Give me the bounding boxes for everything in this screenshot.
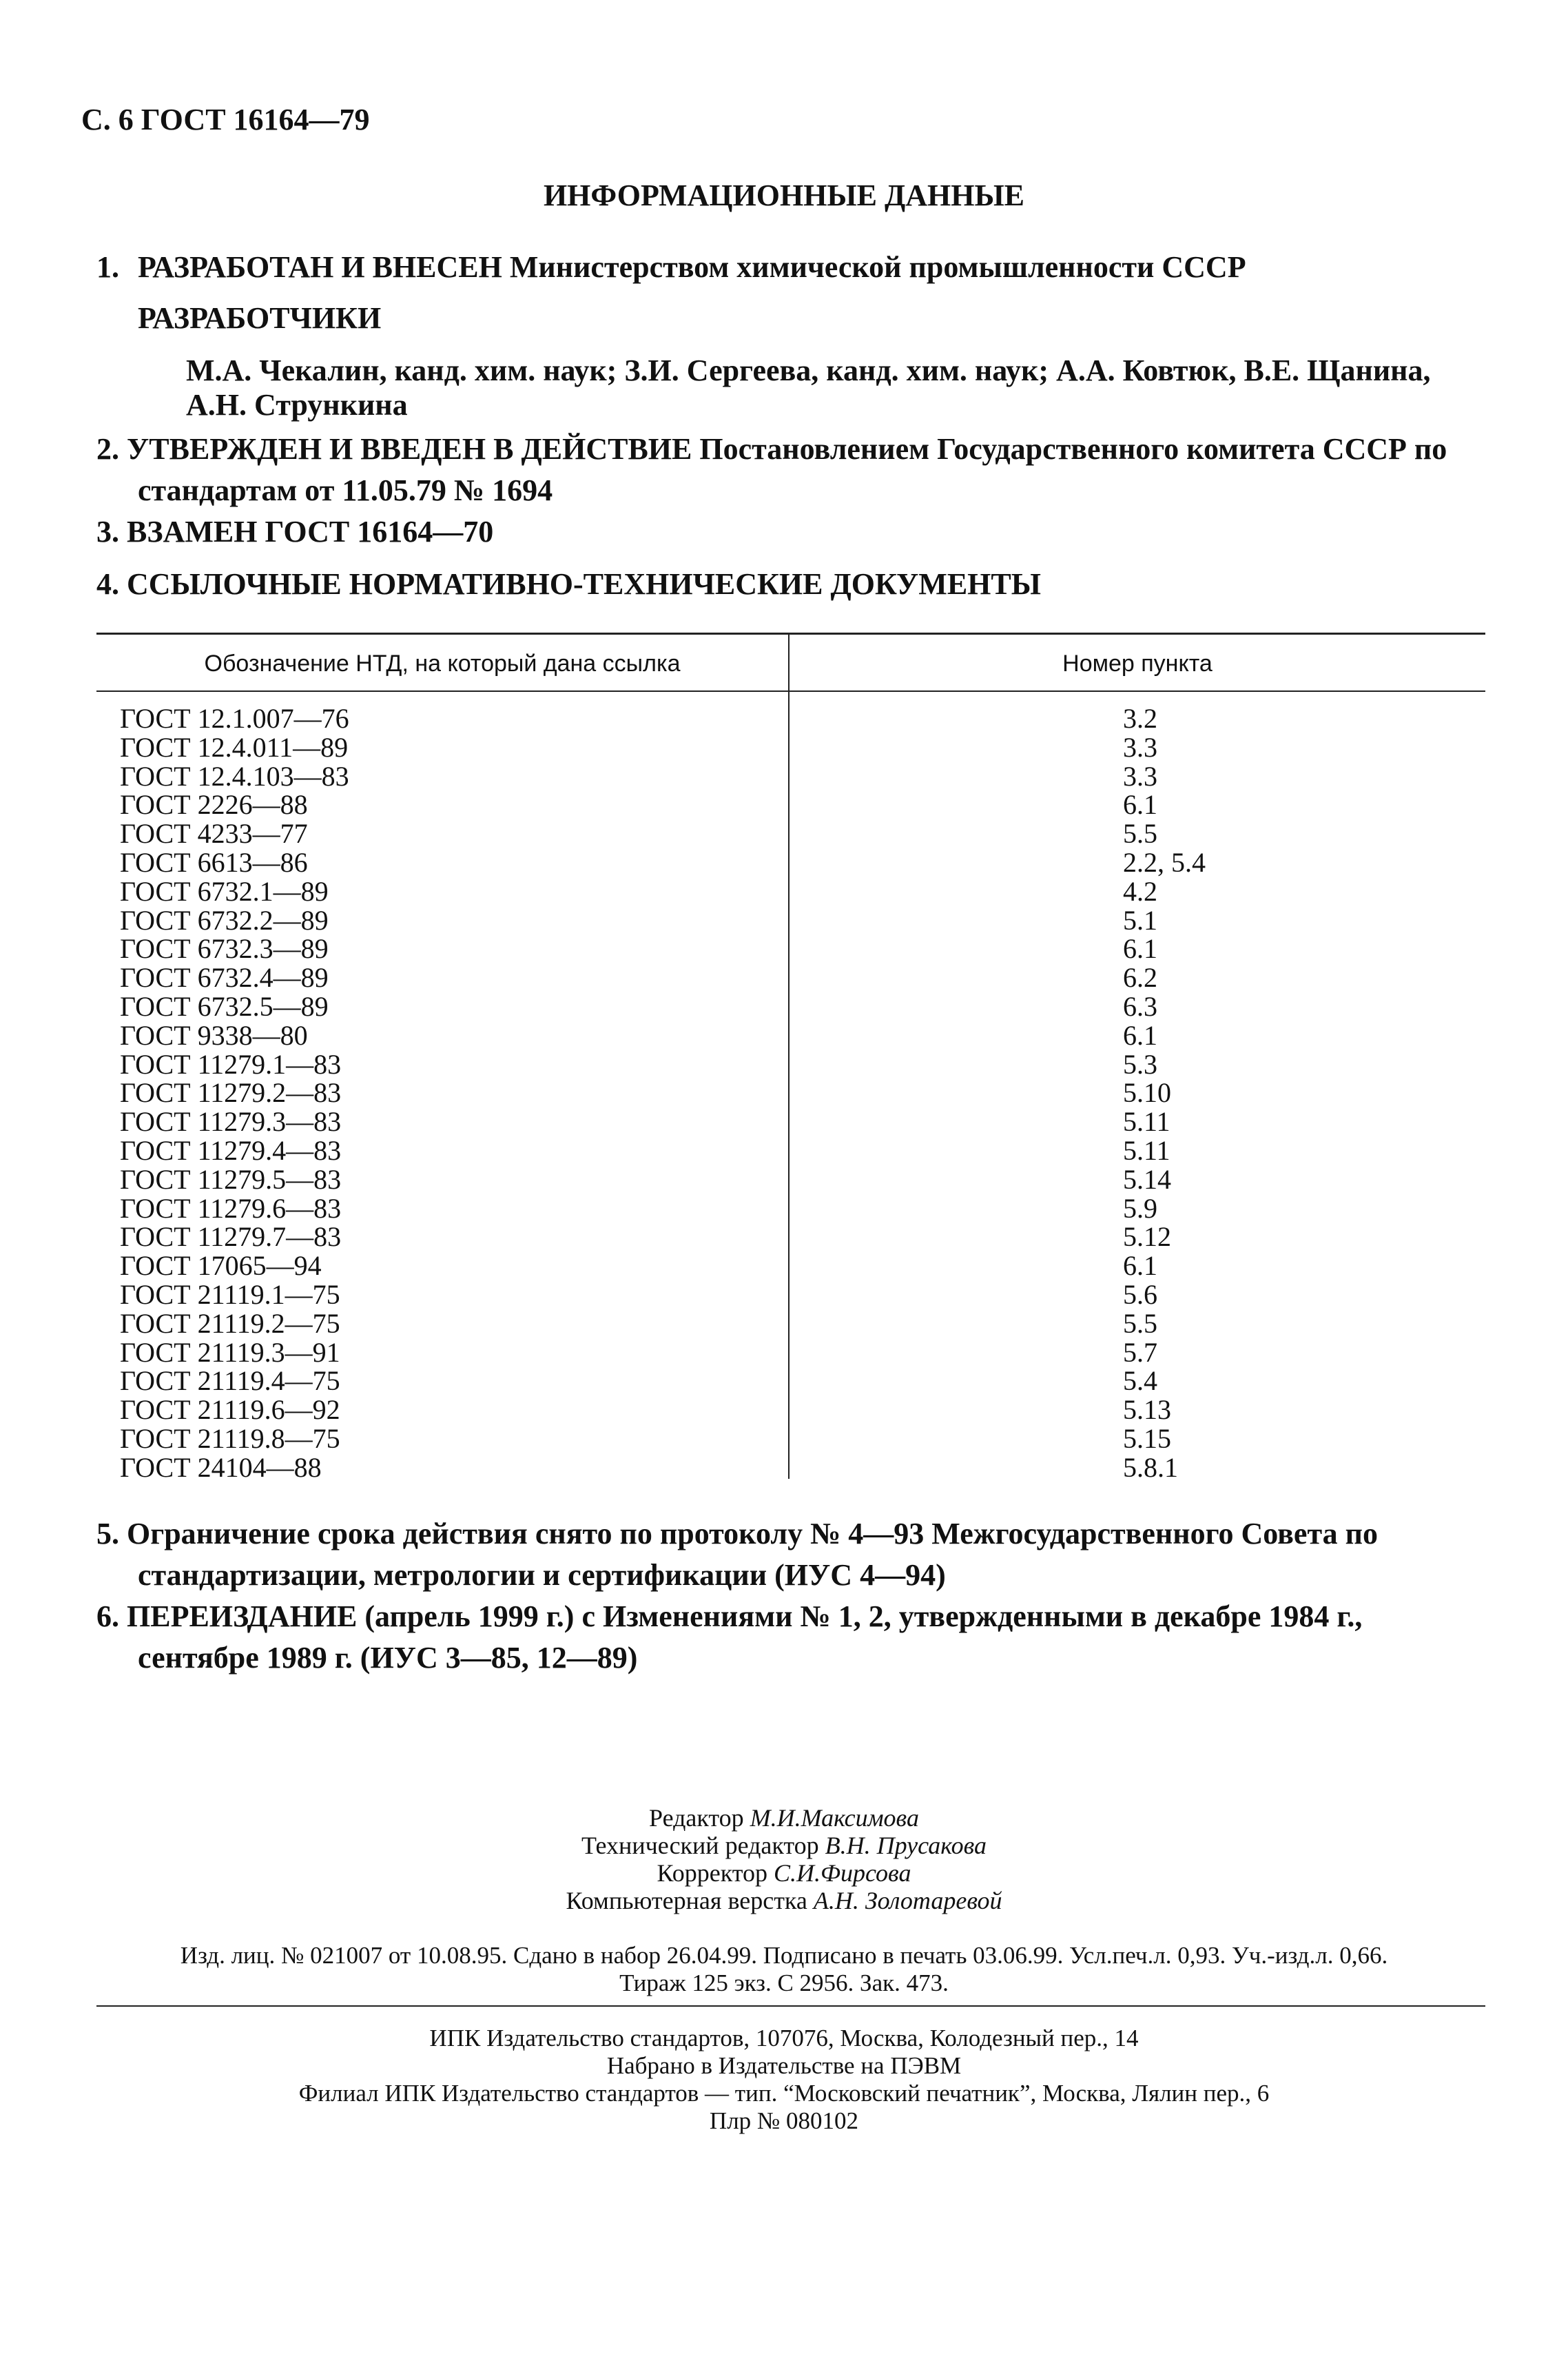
table-cell-point: 6.1 [1123,1019,1157,1051]
table-cell-point: 5.8.1 [1123,1451,1178,1483]
table-cell-ntd: ГОСТ 6613—86 [120,847,308,878]
section-title: ИНФОРМАЦИОННЫЕ ДАННЫЕ [543,178,1025,212]
page-header: С. 6 ГОСТ 16164—79 [81,103,370,136]
table-row [0,790,1568,819]
tech-editor-role: Технический редактор [581,1832,819,1859]
developers-label: РАЗРАБОТЧИКИ [138,301,382,335]
table-header-rule [96,690,1485,692]
table-cell-point: 5.5 [1123,818,1157,850]
table-row [0,1280,1568,1309]
table-top-rule [96,633,1485,635]
table-row [0,1251,1568,1280]
table-cell-point: 5.7 [1123,1336,1157,1368]
table-cell-point: 5.1 [1123,904,1157,936]
table-cell-point: 6.1 [1123,933,1157,965]
table-cell-ntd: ГОСТ 21119.2—75 [120,1307,340,1339]
table-row [0,1165,1568,1194]
developers-line-2: А.Н. Стрункина [186,388,408,422]
item-3: 3. ВЗАМЕН ГОСТ 16164—70 [96,515,494,549]
table-header-point: Номер пункта [1062,651,1213,677]
editor-role: Редактор [649,1804,744,1832]
table-cell-point: 4.2 [1123,875,1157,907]
table-cell-ntd: ГОСТ 21119.8—75 [120,1423,340,1454]
table-row [0,1367,1568,1395]
item-1-number: 1. [96,250,119,284]
table-cell-point: 5.14 [1123,1163,1171,1195]
table-cell-ntd: ГОСТ 11279.6—83 [120,1192,342,1224]
table-row [0,733,1568,762]
table-cell-ntd: ГОСТ 11279.1—83 [120,1048,342,1080]
table-cell-ntd: ГОСТ 6732.5—89 [120,991,329,1022]
table-cell-point: 5.15 [1123,1423,1171,1454]
developers-line-1: М.А. Чекалин, канд. хим. наук; З.И. Сергеева, канд. хим. наук; А.А. Ковтюк, В.Е. Щанина, [186,354,1431,387]
table-cell-point: 6.3 [1123,991,1157,1022]
table-cell-point: 5.12 [1123,1221,1171,1253]
ipk-line-3: Филиал ИПК Издательство стандартов — тип. “Московский печатник”, Москва, Лялин пер., 6 [298,2080,1270,2107]
table-row [0,934,1568,963]
table-cell-ntd: ГОСТ 12.1.007—76 [120,703,349,734]
table-cell-point: 3.2 [1123,703,1157,734]
imprint-tech-editor [0,1832,1568,1859]
ipk-line-4: Плр № 080102 [709,2107,859,2134]
table-cell-point: 5.3 [1123,1048,1157,1080]
table-cell-point: 6.1 [1123,1250,1157,1282]
table-cell-ntd: ГОСТ 11279.3—83 [120,1106,342,1138]
table-cell-ntd: ГОСТ 11279.4—83 [120,1135,342,1166]
table-cell-ntd: ГОСТ 17065—94 [120,1250,322,1282]
table-cell-point: 5.4 [1123,1365,1157,1397]
table-row [0,1107,1568,1136]
table-cell-ntd: ГОСТ 24104—88 [120,1451,322,1483]
table-cell-ntd: ГОСТ 12.4.103—83 [120,760,349,792]
table-row [0,1395,1568,1424]
table-row [0,992,1568,1021]
table-cell-point: 5.9 [1123,1192,1157,1224]
editor-name: М.И.Максимова [750,1804,919,1832]
item-5: 5. Ограничение срока действия снято по протоколу № 4—93 Межгосударственного Совета по стандартизации, метрологии и сертификации (ИУС 4—94) [96,1517,1378,1592]
table-row [0,819,1568,848]
table-cell-ntd: ГОСТ 6732.2—89 [120,904,329,936]
table-cell-point: 5.5 [1123,1307,1157,1339]
table-row [0,906,1568,935]
corrector-name: С.И.Фирсова [774,1859,911,1887]
ipk-line-2: Набрано в Издательстве на ПЭВМ [606,2052,962,2079]
imprint-layout [0,1887,1568,1914]
table-header-ntd: Обозначение НТД, на который дана ссылка [204,651,681,677]
table-row [0,877,1568,906]
table-cell-point: 3.3 [1123,760,1157,792]
table-row [0,1050,1568,1079]
table-row [0,1338,1568,1367]
item-1-text: РАЗРАБОТАН И ВНЕСЕН Министерством химической промышленности СССР [138,250,1246,284]
table-row [0,963,1568,992]
table-row [0,1136,1568,1165]
imprint-rule [96,2005,1485,2007]
table-row [0,1021,1568,1050]
table-row [0,1078,1568,1107]
item-4: 4. ССЫЛОЧНЫЕ НОРМАТИВНО-ТЕХНИЧЕСКИЕ ДОКУМЕНТЫ [96,567,1041,601]
table-cell-ntd: ГОСТ 21119.4—75 [120,1365,340,1397]
table-cell-point: 6.1 [1123,789,1157,821]
table-row [0,1424,1568,1453]
ipk-line-1: ИПК Издательство стандартов, 107076, Москва, Колодезный пер., 14 [429,2025,1139,2051]
table-cell-point: 5.11 [1123,1106,1170,1138]
table-cell-point: 2.2, 5.4 [1123,847,1206,878]
table-cell-point: 3.3 [1123,731,1157,763]
item-6: 6. ПЕРЕИЗДАНИЕ (апрель 1999 г.) с Изменениями № 1, 2, утвержденными в декабре 1984 г., сентябре 1989 г. (ИУС 3—85, 12—89) [96,1599,1363,1675]
table-cell-ntd: ГОСТ 6732.1—89 [120,875,329,907]
publication-line-2: Тираж 125 экз. С 2956. Зак. 473. [619,1969,949,1996]
imprint-corrector [0,1859,1568,1887]
table-cell-ntd: ГОСТ 21119.1—75 [120,1279,340,1310]
corrector-role: Корректор [657,1859,768,1887]
table-cell-ntd: ГОСТ 11279.5—83 [120,1163,342,1195]
table-cell-ntd: ГОСТ 11279.2—83 [120,1077,342,1109]
table-row [0,762,1568,791]
layout-role: Компьютерная верстка [566,1887,807,1914]
table-cell-point: 6.2 [1123,962,1157,994]
item-1 [96,247,1246,288]
table-cell-ntd: ГОСТ 6732.4—89 [120,962,329,994]
tech-editor-name: В.Н. Прусакова [825,1832,987,1859]
table-row [0,1194,1568,1223]
table-cell-ntd: ГОСТ 21119.3—91 [120,1336,340,1368]
table-cell-ntd: ГОСТ 21119.6—92 [120,1394,340,1426]
table-cell-ntd: ГОСТ 4233—77 [120,818,308,850]
layout-name: А.Н. Золотаревой [813,1887,1002,1914]
table-cell-point: 5.13 [1123,1394,1171,1426]
table-cell-ntd: ГОСТ 11279.7—83 [120,1221,342,1253]
table-cell-ntd: ГОСТ 9338—80 [120,1019,308,1051]
table-cell-point: 5.11 [1123,1135,1170,1166]
table-cell-point: 5.6 [1123,1279,1157,1310]
table-row [0,1309,1568,1338]
table-cell-point: 5.10 [1123,1077,1171,1109]
table-cell-ntd: ГОСТ 12.4.011—89 [120,731,349,763]
publication-line-1: Изд. лиц. № 021007 от 10.08.95. Сдано в набор 26.04.99. Подписано в печать 03.06.99. Усл.печ.л. 0,93. Уч.-изд.л. 0,66. [180,1942,1388,1969]
table-row [0,1453,1568,1482]
item-2: 2. УТВЕРЖДЕН И ВВЕДЕН В ДЕЙСТВИЕ Постановлением Государственного комитета СССР по стандартам от 11.05.79 № 1694 [96,432,1447,507]
table-row [0,848,1568,877]
table-row [0,704,1568,733]
imprint-editor [0,1804,1568,1832]
table-cell-ntd: ГОСТ 2226—88 [120,789,308,821]
table-row [0,1222,1568,1251]
table-cell-ntd: ГОСТ 6732.3—89 [120,933,329,965]
